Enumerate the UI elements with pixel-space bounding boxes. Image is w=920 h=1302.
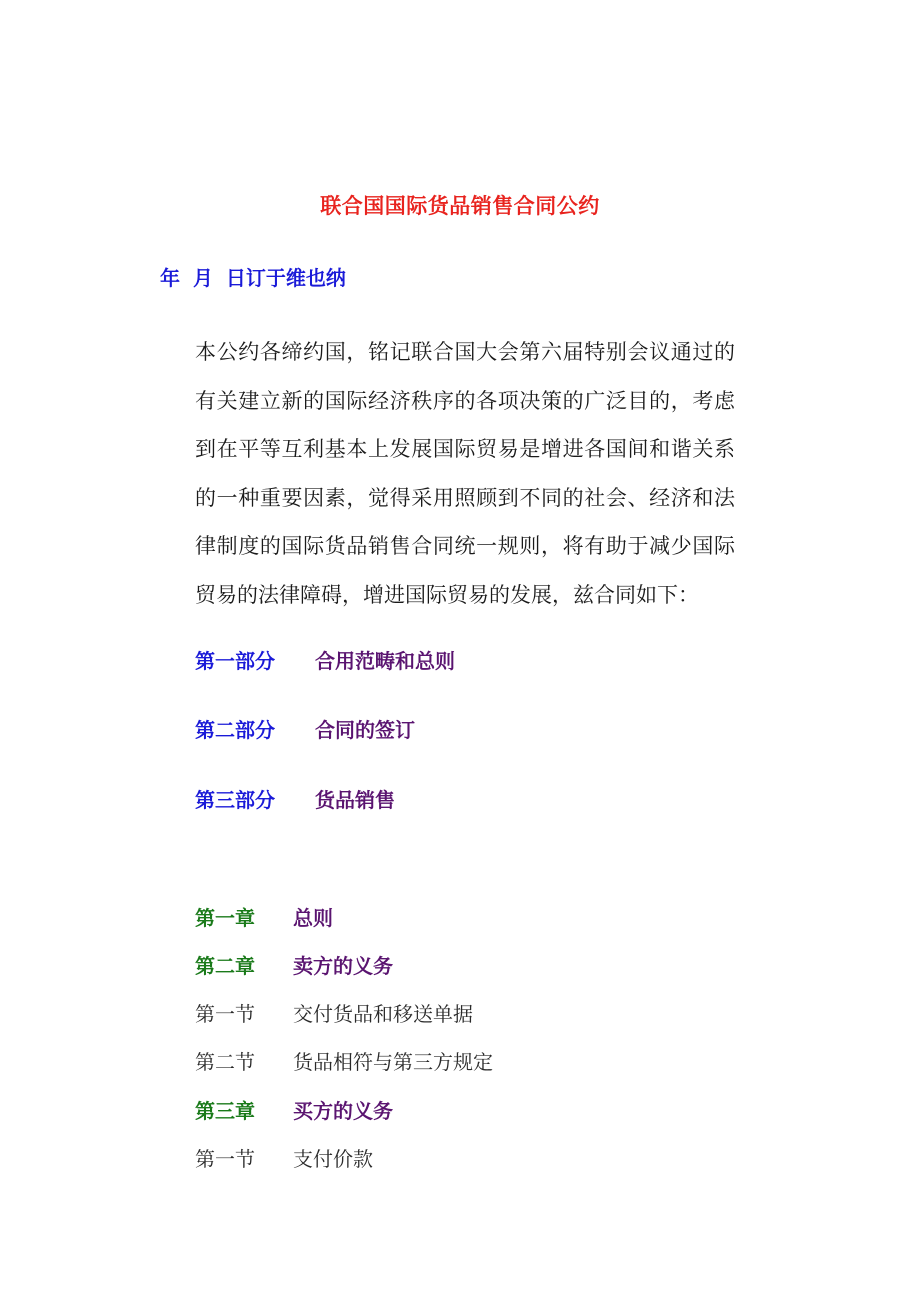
part-number: 第三部分 (195, 788, 275, 812)
chapter-name: 卖方的义务 (293, 954, 393, 978)
toc-section (195, 1046, 493, 1075)
chapter-name: 买方的义务 (293, 1099, 393, 1123)
chapter-number: 第三章 (195, 1099, 255, 1123)
section-number: 第一节 (195, 1147, 255, 1171)
part-number: 第一部分 (195, 649, 275, 673)
toc-chapter (195, 902, 333, 931)
toc-section (195, 1143, 373, 1172)
chapter-number: 第一章 (195, 906, 255, 930)
part-name: 合用范畴和总则 (315, 649, 455, 673)
part-name: 货品销售 (315, 788, 395, 812)
chapter-name: 总则 (293, 906, 333, 930)
date-line: 年 月 日订于维也纳 (160, 266, 346, 290)
section-number: 第一节 (195, 1002, 255, 1026)
toc-chapter (195, 1095, 393, 1124)
section-name: 货品相符与第三方规定 (293, 1050, 493, 1074)
part-heading (195, 784, 395, 813)
part-number: 第二部分 (195, 718, 275, 742)
document-title: 联合国国际货品销售合同公约 (320, 194, 600, 218)
section-name: 支付价款 (293, 1147, 373, 1171)
toc-chapter (195, 950, 393, 979)
preamble-paragraph: 本公约各缔约国，铭记联合国大会第六届特别会议通过的有关建立新的国际经济秩序的各项决策的广泛目的，考虑到在平等互利基本上发展国际贸易是增进各国间和谐关系的一种重要因素，觉得采用照顾到不同的社会、经济和法律制度的国际货品销售合同统一规则，将有助于减少国际贸易的法律障碍，增进国际贸易的发展，兹合同如下： (195, 340, 735, 607)
section-name: 交付货品和移送单据 (293, 1002, 473, 1026)
toc-section (195, 998, 473, 1027)
part-name: 合同的签订 (315, 718, 415, 742)
part-heading (195, 645, 455, 674)
section-number: 第二节 (195, 1050, 255, 1074)
chapter-number: 第二章 (195, 954, 255, 978)
part-heading (195, 714, 415, 743)
